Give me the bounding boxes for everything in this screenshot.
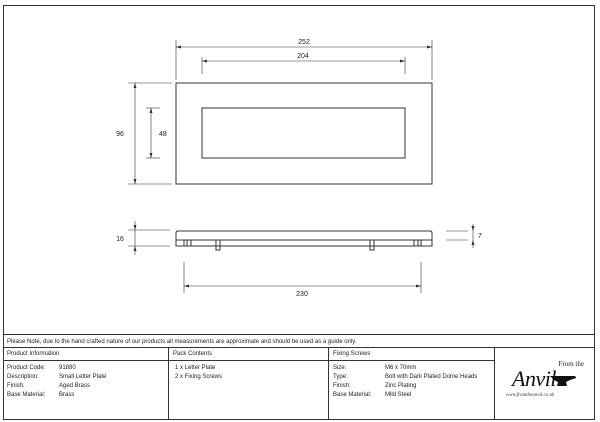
info-row: Finish: Aged Brass [7, 383, 91, 389]
product-information-heading: Product Information [3, 348, 168, 361]
info-row: Base Material: Brass [7, 392, 75, 398]
screw-row: Type: Bolt with Dark Plated Dome Heads [333, 374, 478, 380]
plate-outline [176, 83, 432, 184]
screw-row: Finish: Zinc Plating [333, 383, 417, 389]
dim-fixing-centres: 230 [296, 291, 308, 298]
logo-url: www.fromtheanvil.co.uk [506, 393, 555, 398]
dim-depth: 16 [116, 236, 124, 243]
logo-wordmark: Anvil [512, 366, 556, 391]
pack-item: 1 x Letter Plate [175, 365, 216, 371]
product-information-panel [3, 348, 169, 420]
anvil-icon [548, 374, 578, 388]
dim-slot-width: 204 [297, 53, 309, 60]
dim-overall-height: 96 [116, 131, 124, 138]
dim-side-detail: 7 [478, 233, 482, 240]
screw-row: Base Material: Mild Steel [333, 392, 412, 398]
plate-side-view [176, 231, 432, 250]
dim-overall-width: 252 [298, 39, 310, 46]
slot-outline [202, 108, 405, 158]
fixing-screws-heading: Fixing Screws [329, 348, 494, 361]
logo-top-text: From the [558, 360, 584, 368]
fixing-screws-panel [329, 348, 495, 420]
info-row: Description: Small Letter Plate [7, 374, 107, 380]
pack-item: 2 x Fixing Screws [175, 374, 223, 380]
screw-row: Size: M6 x 70mm [333, 365, 417, 371]
disclaimer-note: Please Note, due to the hand crafted nature of our products all measurements are approximate and should be used as a guide only. [3, 334, 595, 348]
from-the-anvil-logo [500, 360, 592, 412]
info-row: Product Code: 91880 [7, 365, 76, 371]
dim-slot-height: 48 [159, 131, 167, 138]
pack-contents-heading: Pack Contents [169, 348, 328, 361]
pack-contents-panel [169, 348, 329, 420]
